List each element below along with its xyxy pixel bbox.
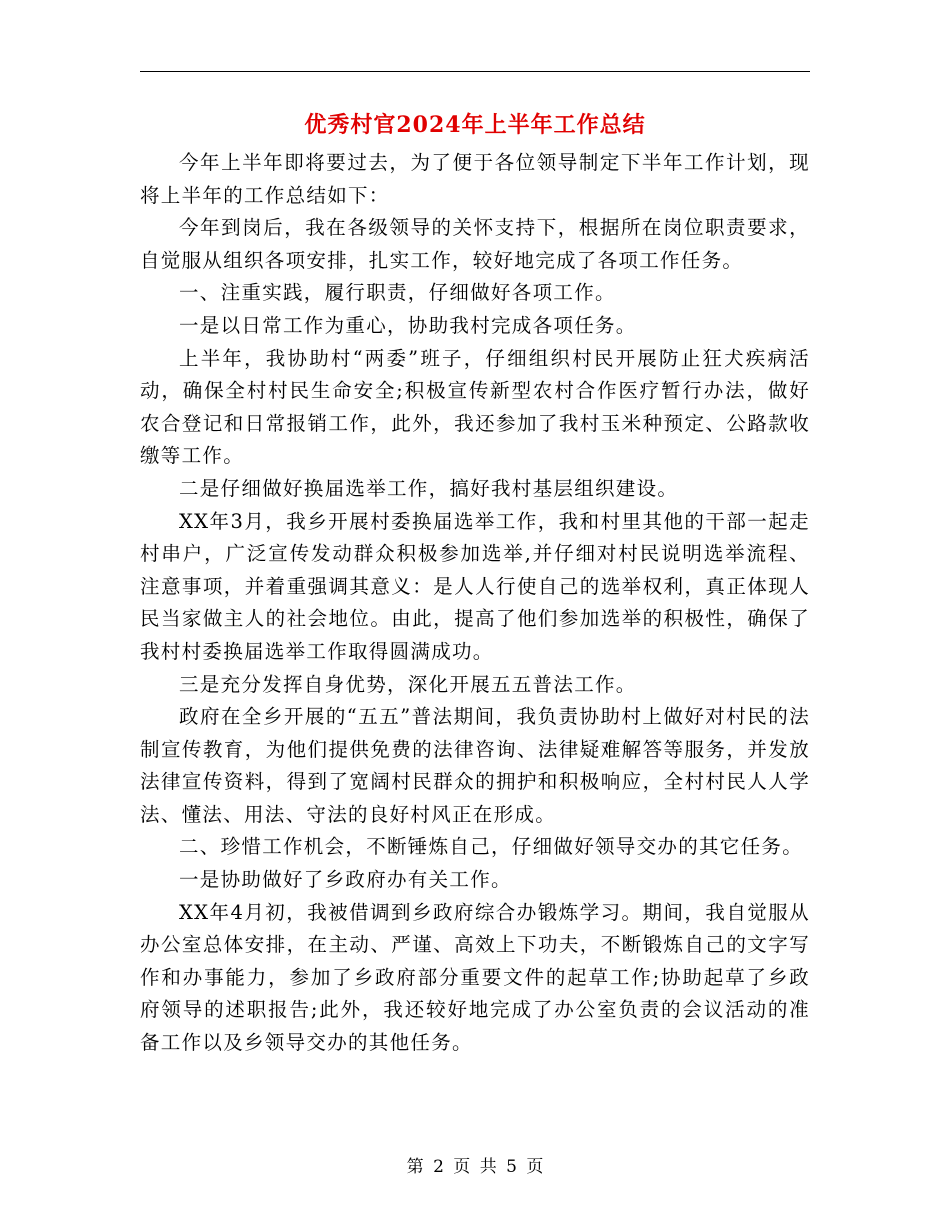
paragraph: XX年4月初，我被借调到乡政府综合办锻炼学习。期间，我自觉服从办公室总体安排，在主动、严谨、高效上下功夫，不断锻炼自己的文字写作和办事能力，参加了乡政府部分重要文件的起草工作;协助起草了乡政府领导的述职报告;此外，我还较好地完成了办公室负责的会议活动的准备工作以及乡领导交办的其他任务。 <box>140 900 810 1055</box>
paragraph: 今年到岗后，我在各级领导的关怀支持下，根据所在岗位职责要求，自觉服从组织各项安排，扎实工作，较好地完成了各项工作任务。 <box>140 216 810 272</box>
subsection-heading: 一是协助做好了乡政府办有关工作。 <box>179 868 512 892</box>
document-body <box>140 147 810 1060</box>
paragraph: XX年3月，我乡开展村委换届选举工作，我和村里其他的干部一起走村串户，广泛宣传发动群众积极参加选举,并仔细对村民说明选举流程、注意事项，并着重强调其意义：是人人行使自己的选举权利，真正体现人民当家做主人的社会地位。由此，提高了他们参加选举的积极性，确保了我村村委换届选举工作取得圆满成功。 <box>140 509 810 663</box>
paragraph: 政府在全乡开展的“五五”普法期间，我负责协助村上做好对村民的法制宣传教育，为他们提供免费的法律咨询、法律疑难解答等服务，并发放法律宣传资料，得到了宽阔村民群众的拥护和积极响应，全村村民人人学法、懂法、用法、守法的良好村风正在形成。 <box>140 705 810 826</box>
subsection-heading: 二是仔细做好换届选举工作，搞好我村基层组织建设。 <box>179 476 679 500</box>
paragraph: 上半年，我协助村“两委”班子，仔细组织村民开展防止狂犬疾病活动，确保全村村民生命安全;积极宣传新型农村合作医疗暂行办法，做好农合登记和日常报销工作，此外，我还参加了我村玉米种预定、公路款收缴等工作。 <box>140 346 810 468</box>
page-number-footer: 第 2 页 共 5 页 <box>406 1157 544 1177</box>
paragraph: 今年上半年即将要过去，为了便于各位领导制定下半年工作计划，现将上半年的工作总结如下： <box>140 151 810 207</box>
subsection-heading: 一是以日常工作为重心，协助我村完成各项任务。 <box>179 313 637 337</box>
section-heading: 二、珍惜工作机会，不断锤炼自己，仔细做好领导交办的其它任务。 <box>179 835 804 859</box>
header-rule <box>140 71 810 72</box>
page-title: 优秀村官2024年上半年工作总结 <box>304 112 646 138</box>
subsection-heading: 三是充分发挥自身优势，深化开展五五普法工作。 <box>179 672 637 696</box>
section-heading: 一、注重实践，履行职责，仔细做好各项工作。 <box>179 281 616 305</box>
